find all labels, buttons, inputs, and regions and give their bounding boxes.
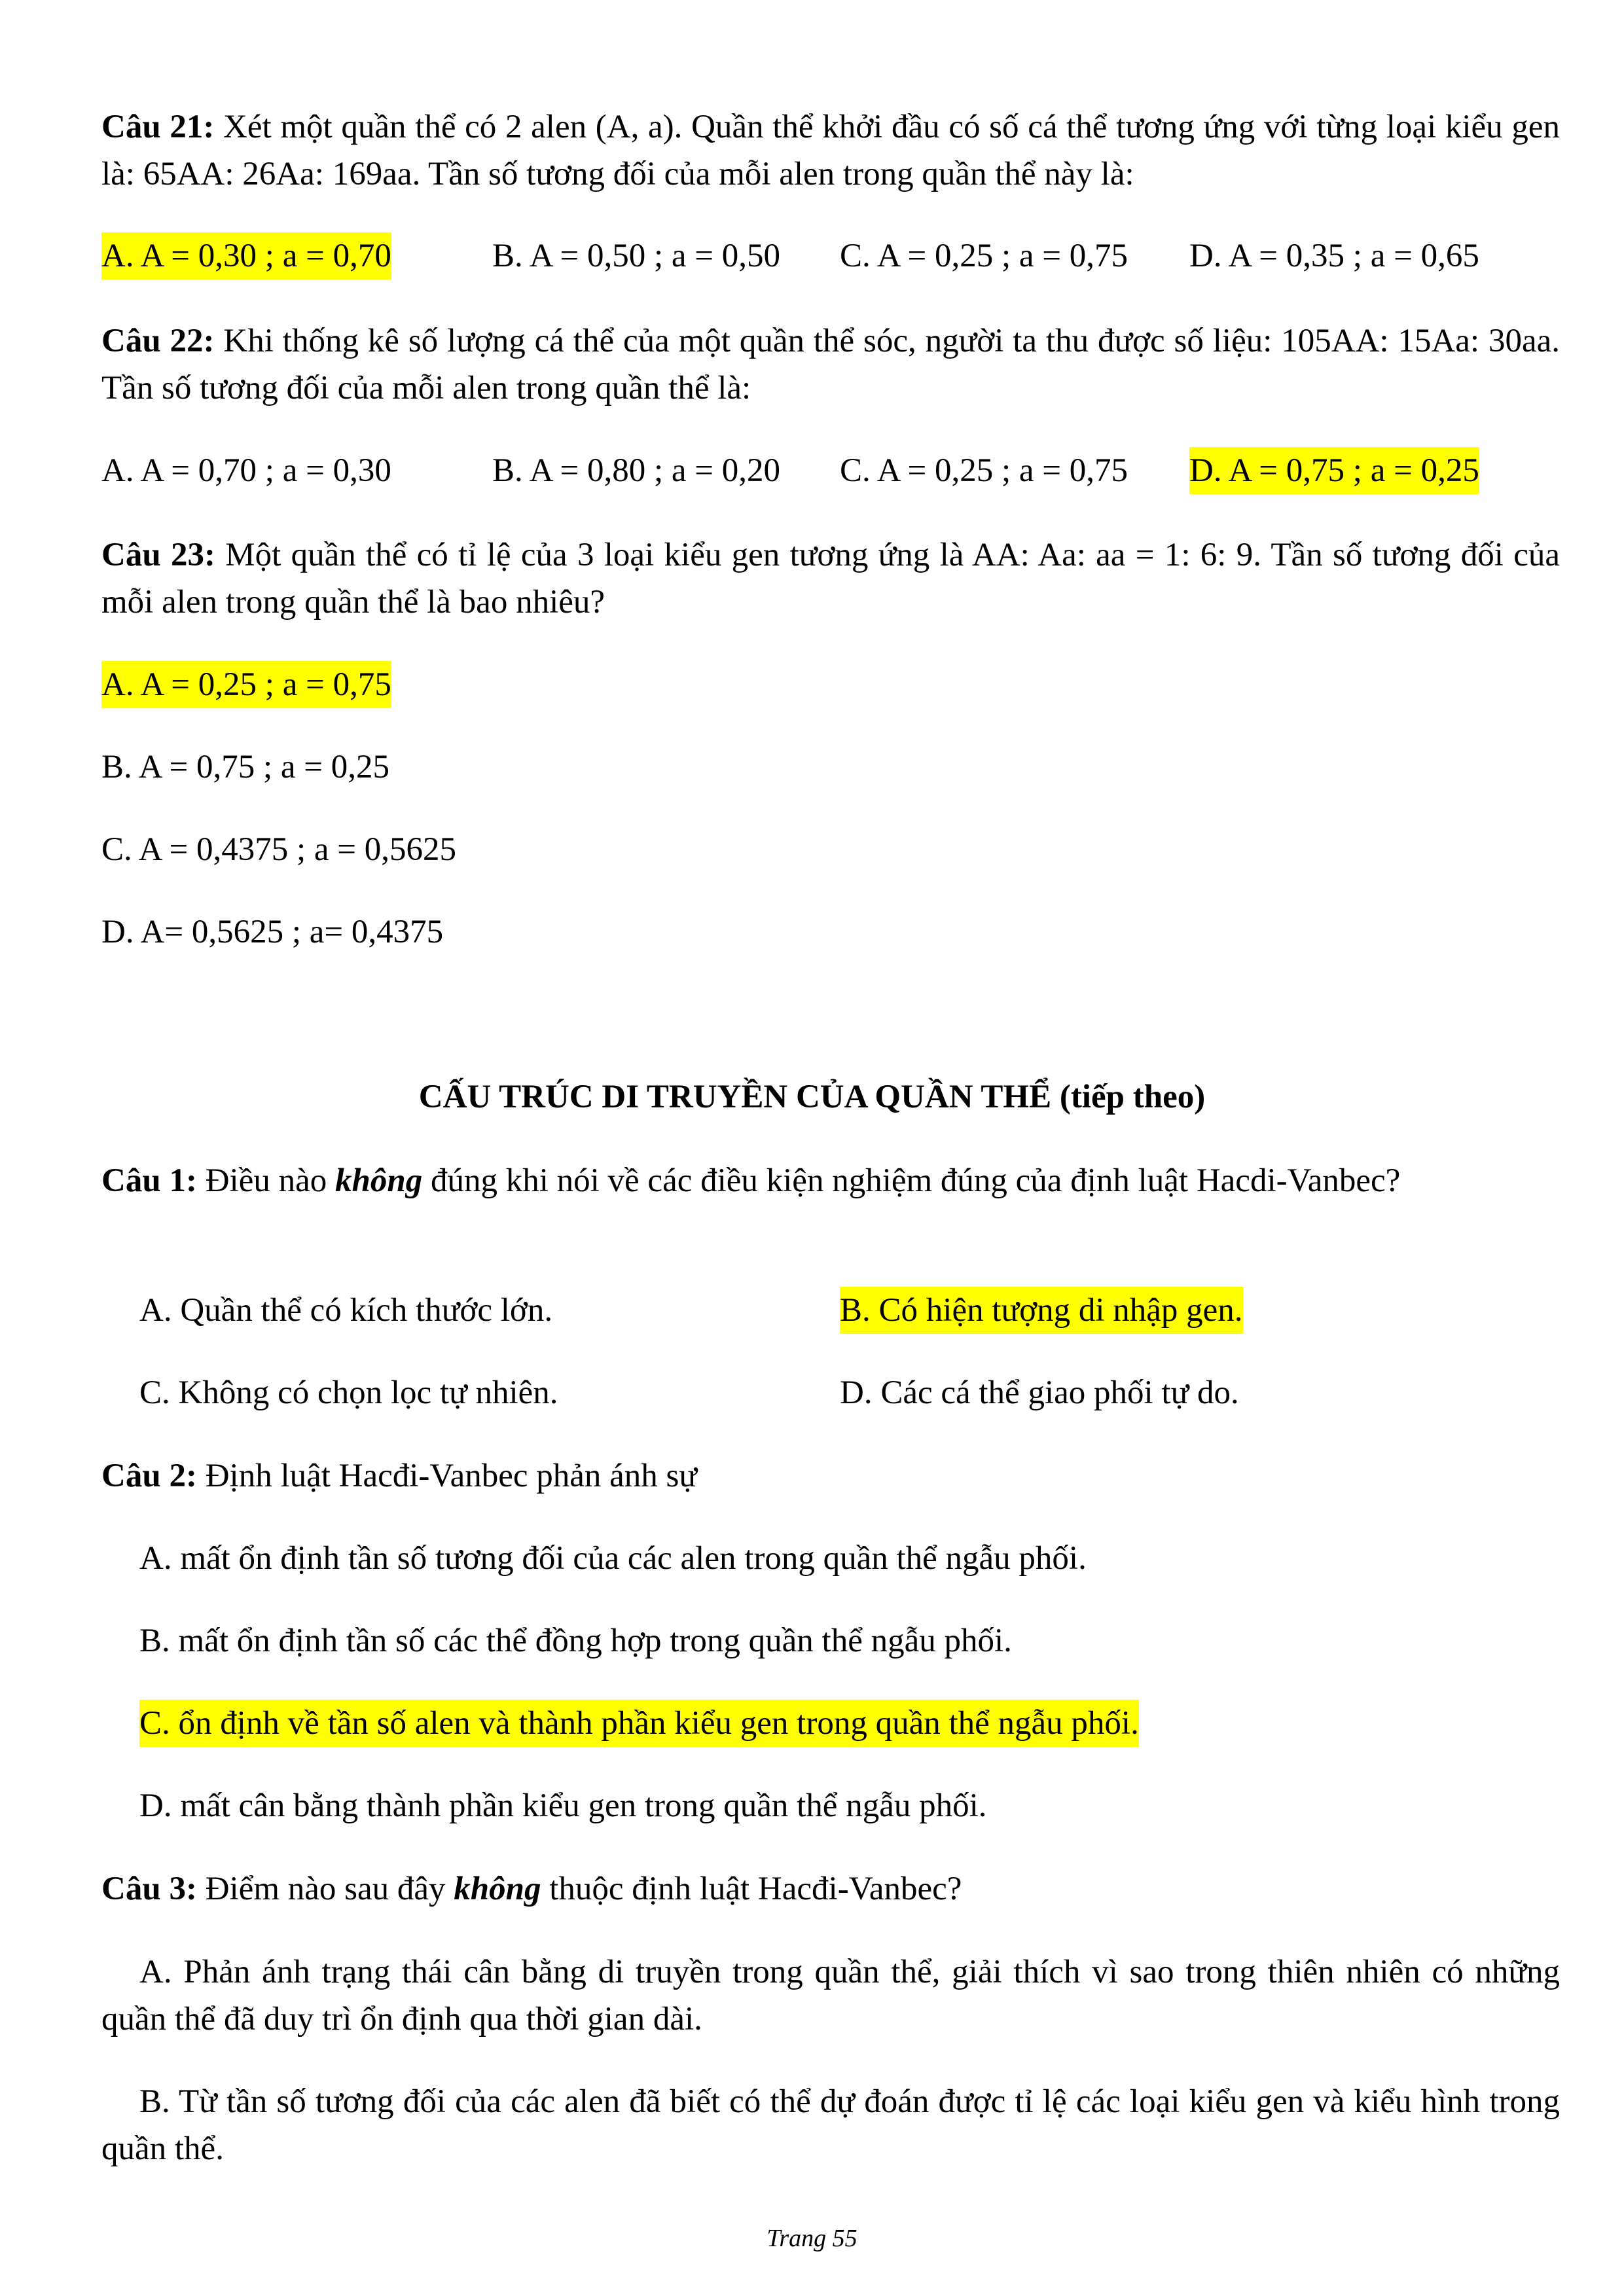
q23-option-a: A. A = 0,25 ; a = 0,75 [101, 661, 391, 708]
q23-option-c: C. A = 0,4375 ; a = 0,5625 [101, 831, 457, 868]
question-text-after: đúng khi nói về các điều kiện nghiệm đúng của định luật Hacdi-Vanbec? [422, 1162, 1401, 1199]
q21-option-c: C. A = 0,25 ; a = 0,75 [840, 238, 1128, 274]
q21-option-d: D. A = 0,35 ; a = 0,65 [1189, 238, 1479, 274]
question-label: Câu 3: [101, 1871, 197, 1907]
question-3 [101, 1865, 1560, 1912]
question-label: Câu 2: [101, 1458, 197, 1494]
question-label: Câu 1: [101, 1162, 197, 1199]
question-1 [101, 1157, 1560, 1204]
question-text-before: Điểm nào sau đây [196, 1871, 454, 1907]
section-title: CẤU TRÚC DI TRUYỀN CỦA QUẦN THỂ (tiếp theo) [418, 1079, 1206, 1115]
question-22 [101, 317, 1560, 412]
question-21 [101, 103, 1560, 198]
q21-option-b: B. A = 0,50 ; a = 0,50 [492, 238, 781, 274]
q2-option-a: A. mất ổn định tần số tương đối của các alen trong quần thể ngẫu phối. [139, 1540, 1087, 1577]
question-emphasis: không [334, 1162, 423, 1199]
q1-option-c: C. Không có chọn lọc tự nhiên. [139, 1374, 558, 1411]
question-emphasis: không [454, 1871, 541, 1907]
q3-option-b: B. Từ tần số tương đối của các alen đã biết có thể dự đoán được tỉ lệ các loại kiểu gen và kiểu hình trong quần thể. [101, 2083, 1560, 2167]
q3-option-a: A. Phản ánh trạng thái cân bằng di truyền trong quần thể, giải thích vì sao trong thiên nhiên có những quần thể đã duy trì ổn định qua thời gian dài. [101, 1954, 1560, 2037]
question-text-after: thuộc định luật Hacđi-Vanbec? [541, 1871, 962, 1907]
q1-option-a: A. Quần thể có kích thước lớn. [139, 1292, 553, 1329]
q1-option-b: B. Có hiện tượng di nhập gen. [840, 1287, 1243, 1334]
q22-option-c: C. A = 0,25 ; a = 0,75 [840, 452, 1128, 489]
q21-option-a: A. A = 0,30 ; a = 0,70 [101, 232, 391, 279]
question-label: Câu 22: [101, 323, 215, 359]
question-text-before: Điều nào [196, 1162, 335, 1199]
q22-option-d: D. A = 0,75 ; a = 0,25 [1189, 447, 1479, 494]
page-number: Trang 55 [767, 2225, 857, 2252]
question-label: Câu 21: [101, 109, 215, 145]
q22-option-a: A. A = 0,70 ; a = 0,30 [101, 452, 391, 489]
question-23 [101, 531, 1560, 626]
question-text: Khi thống kê số lượng cá thể của một quần thể sóc, người ta thu được số liệu: 105AA: 15Aa: 30aa. Tần số tương đối của mỗi alen trong quần thể là: [101, 323, 1560, 406]
question-text: Xét một quần thể có 2 alen (A, a). Quần thể khởi đầu có số cá thể tương ứng với từng loại kiểu gen là: 65AA: 26Aa: 169aa. Tần số tương đối của mỗi alen trong quần thể này là: [101, 109, 1560, 192]
q23-option-d: D. A= 0,5625 ; a= 0,4375 [101, 914, 444, 950]
q23-option-b: B. A = 0,75 ; a = 0,25 [101, 749, 390, 785]
q2-option-c: C. ổn định về tần số alen và thành phần kiểu gen trong quần thể ngẫu phối. [139, 1700, 1139, 1747]
question-label: Câu 23: [101, 537, 215, 573]
q22-option-b: B. A = 0,80 ; a = 0,20 [492, 452, 781, 489]
question-text: Một quần thể có tỉ lệ của 3 loại kiểu gen tương ứng là AA: Aa: aa = 1: 6: 9. Tần số tương đối của mỗi alen trong quần thể là bao nhiêu? [101, 537, 1560, 620]
question-2 [101, 1452, 1560, 1499]
q2-option-b: B. mất ổn định tần số các thể đồng hợp trong quần thể ngẫu phối. [139, 1623, 1012, 1659]
q1-option-d: D. Các cá thể giao phối tự do. [840, 1374, 1239, 1411]
question-text: Định luật Hacđi-Vanbec phản ánh sự [196, 1458, 698, 1494]
q2-option-d: D. mất cân bằng thành phần kiểu gen trong quần thể ngẫu phối. [139, 1787, 987, 1824]
